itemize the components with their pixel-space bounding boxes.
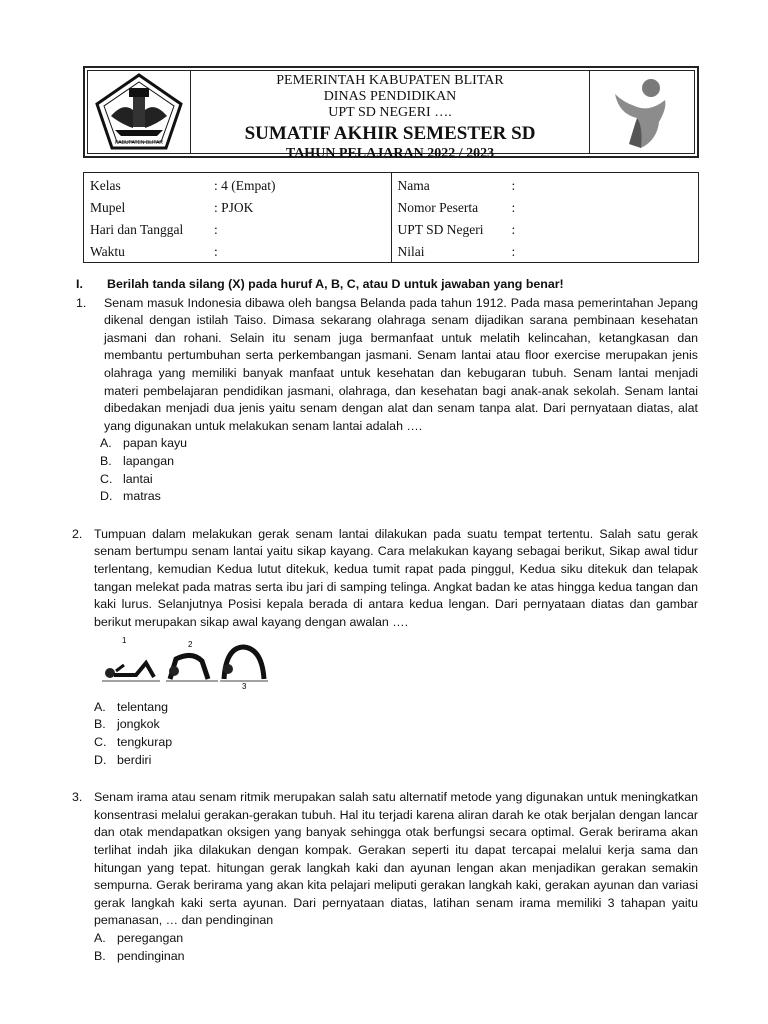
student-figure-icon — [607, 74, 677, 150]
option-a[interactable]: A. telentang — [94, 699, 168, 714]
svg-text:2: 2 — [188, 640, 193, 650]
student-info-table — [83, 172, 699, 263]
question-1 — [72, 295, 698, 436]
question-3 — [72, 789, 698, 930]
question-1-options — [100, 435, 698, 505]
exam-content — [72, 276, 698, 965]
info-row-time: Waktu : — [90, 244, 218, 259]
department-name: DINAS PENDIDIKAN — [323, 89, 457, 104]
question-2-options — [94, 699, 698, 769]
info-row-date: Hari dan Tanggal : — [90, 222, 218, 237]
svg-text:KABUPATEN BLITAR: KABUPATEN BLITAR — [114, 140, 164, 146]
question-number: 1. — [76, 295, 87, 310]
option-d[interactable]: D. matras — [100, 489, 161, 504]
student-info-column — [392, 173, 699, 262]
option-a[interactable]: A. papan kayu — [100, 436, 188, 451]
option-b[interactable]: B. jongkok — [94, 717, 160, 732]
header-title-block — [191, 71, 589, 161]
kayang-figure — [102, 635, 698, 697]
info-row-score: Nilai : — [397, 244, 516, 259]
svg-text:1: 1 — [122, 636, 127, 646]
question-3-options — [94, 930, 698, 965]
option-a[interactable]: A. peregangan — [94, 931, 184, 945]
question-number: 3. — [72, 790, 83, 805]
info-row-mupel: Mupel : PJOK — [90, 200, 254, 215]
exam-info-column — [84, 173, 392, 262]
school-logo — [589, 71, 694, 153]
exam-header — [83, 66, 699, 161]
government-name: PEMERINTAH KABUPATEN BLITAR — [276, 73, 504, 88]
svg-text:3: 3 — [242, 682, 247, 692]
info-row-school: UPT SD Negeri : — [397, 222, 516, 237]
kayang-stages-illustration — [102, 635, 272, 691]
question-2 — [72, 526, 698, 632]
question-text: Senam irama atau senam ritmik merupakan salah satu alternatif metode yang digunakan untuk meningkatkan konsentrasi melalui gerakan-gerakan tubuh. Hal itu terjadi karena aliran darah ke otak berjalan dengan lancar dan otak mendapatkan oksigen yang banyak sehingga otak berfungsi secara optimal. Gerak berirama akan terlihat indah jika dilakukan dengan kompak. Gerakan seperti itu dapat tercapai melalui kerja sama dan hitungan yang tepat. hitungan gerak langkah kaki dan ayunan lengan akan menjadikan gerakan semakin sempurna. Gerak berirama yang akan kita pelajari meliputi gerakan langkah kaki, gerakan ayunan dan variasi gerak langkah kaki serta ayunan. Dari pernyataan diatas, latihan senam irama memiliki 3 tahapan yaitu pemanasan, … dan pendinginan — [94, 790, 698, 928]
regency-logo — [88, 71, 191, 153]
exam-title: SUMATIF AKHIR SEMESTER SD — [244, 123, 536, 144]
question-text: Tumpuan dalam melakukan gerak senam lantai dilakukan pada suatu tempat tertentu. Salah satu gerak senam bertumpu senam lantai yaitu sikap kayang. Cara melakukan kayang sebagai berikut, Sikap awal tidur terlentang, kemudian Kedua lutut ditekuk, kedua tumit rapat pada pinggul, Kedua siku ditekuk dan telapak tangan melekat pada matras serta ibu jari di samping telinga. Angkat badan ke atas hingga kedua tangan dan kaki lurus. Selanjutnya Posisi kepala berada di antara kedua lengan. Dari pernyataan diatas dan gambar berikut merupakan sikap awal kayang dengan awalan …. — [94, 526, 698, 629]
academic-year: TAHUN PELAJARAN 2022 / 2023 — [285, 146, 495, 161]
section-instruction: I. Berilah tanda silang (X) pada huruf A, B, C, atau D untuk jawaban yang benar! — [76, 277, 564, 291]
option-c[interactable]: C. tengkurap — [94, 735, 173, 750]
info-row-kelas: Kelas : 4 (Empat) — [90, 178, 276, 193]
blitar-emblem-icon — [93, 72, 185, 152]
option-c[interactable]: C. lantai — [100, 471, 153, 486]
question-number: 2. — [72, 526, 83, 541]
option-b[interactable]: B. pendinginan — [94, 948, 185, 963]
option-b[interactable]: B. lapangan — [100, 453, 174, 468]
option-d[interactable]: D. berdiri — [94, 752, 152, 767]
school-name: UPT SD NEGERI …. — [328, 105, 452, 120]
question-text: Senam masuk Indonesia dibawa oleh bangsa Belanda pada tahun 1912. Pada masa pemerintahan Jepang dikenal dengan istilah Taiso. Dimasa sekarang olahraga senam dijadikan sarana pembinaan kesehatan jasmani dan rohani. Selain itu senam juga bermanfaat untuk melatih kelincahan, ketangkasan dan membantu pertumbuhan serta perkembangan jasmani. Senam lantai atau floor exercise merupakan jenis olahraga yang memiliki banyak manfaat untuk kesehatan dan kebugaran tubuh. Senam lantai menjadi materi pembelajaran pendidikan jasmani, olahraga, dan kesehatan bagi anak-anak sekolah. Senam lantai dibedakan menjadi dua jenis yaitu senam dengan alat dan senam tanpa alat. Dari pernyataan diatas, alat yang digunakan untuk melakukan senam lantai adalah …. — [104, 295, 698, 433]
info-row-participant-number: Nomor Peserta : — [397, 200, 516, 215]
info-row-name: Nama : — [397, 178, 516, 193]
